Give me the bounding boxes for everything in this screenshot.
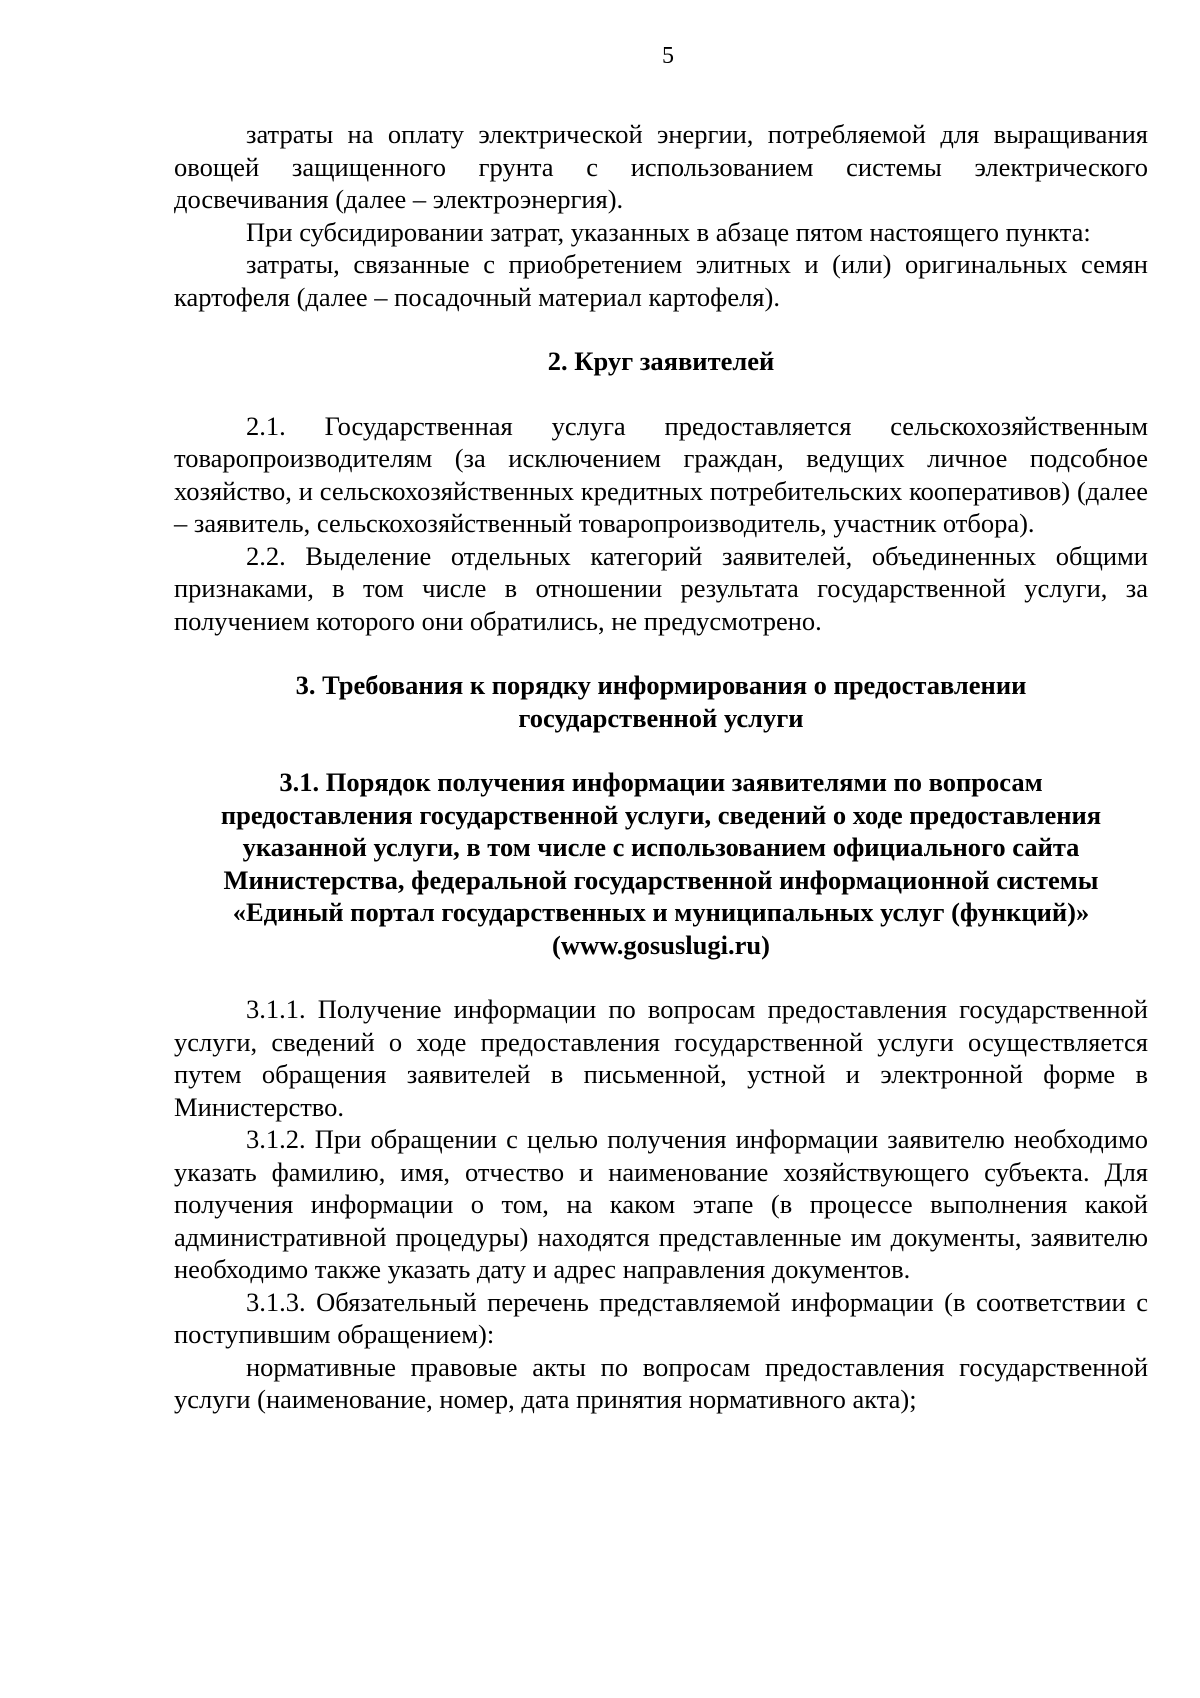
- paragraph-subsidy-condition: При субсидировании затрат, указанных в абзаце пятом настоящего пункта:: [246, 216, 1091, 247]
- section-3-1-heading-line: 3.1. Порядок получения информации заявителями по вопросам: [279, 767, 1043, 797]
- paragraph-electricity-costs: затраты на оплату электрической энергии, потребляемой для выращивания овощей защищенного грунта с использованием системы электрического досвечивания (далее – электроэнергия).: [174, 119, 1148, 214]
- section-3-1-heading-line: (www.gosuslugi.ru): [552, 929, 770, 960]
- section-2-heading: 2. Круг заявителей: [547, 346, 775, 376]
- section-3-heading-line: государственной услуги: [518, 702, 804, 733]
- section-3-heading: [174, 669, 1148, 734]
- section-3-1-heading-line: Министерства, федеральной государственной информационной системы: [223, 864, 1099, 895]
- section-3-heading-line: 3. Требования к порядку информирования о предоставлении: [295, 670, 1027, 700]
- document-page: [174, 40, 1148, 1416]
- paragraph-3-1-2: 3.1.2. При обращении с целью получения информации заявителю необходимо указать фамилию, имя, отчество и наименование хозяйствующего субъекта. Для получения информации о том, на каком этапе (в процессе выполнения какой административной процедуры) находятся представленные им документы, заявителю необходимо также указать дату и адрес направления документов.: [174, 1124, 1148, 1284]
- section-3-1-heading-line: предоставления государственной услуги, сведений о ходе предоставления: [220, 799, 1102, 830]
- page-number: 5: [662, 43, 674, 69]
- paragraph-2-2: 2.2. Выделение отдельных категорий заявителей, объединенных общими признаками, в том числе в отношении результата государственной услуги, за получением которого они обратились, не предусмотрено.: [174, 540, 1148, 636]
- paragraph-normative-acts: нормативные правовые акты по вопросам предоставления государственной услуги (наименование, номер, дата принятия нормативного акта);: [174, 1351, 1148, 1414]
- paragraph-3-1-3: 3.1.3. Обязательный перечень представляемой информации (в соответствии с поступившим обращением):: [174, 1286, 1148, 1349]
- section-3-1-heading-line: «Единый портал государственных и муниципальных услуг (функций)»: [232, 897, 1090, 927]
- paragraph-3-1-1: 3.1.1. Получение информации по вопросам предоставления государственной услуги, сведений о ходе предоставления государственной услуги осуществляется путем обращения заявителей в письменной, устной и электронной форме в Министерство.: [174, 994, 1148, 1122]
- section-3-1-heading-line: указанной услуги, в том числе с использованием официального сайта: [242, 832, 1080, 862]
- paragraph-2-1: 2.1. Государственная услуга предоставляется сельскохозяйственным товаропроизводителям (за исключением граждан, ведущих личное подсобное хозяйство, и сельскохозяйственных кредитных потребительских кооперативов) (далее – заявитель, сельскохозяйственный товаропроизводитель, участник отбора).: [174, 410, 1148, 538]
- section-3-1-heading: [174, 766, 1148, 961]
- paragraph-potato-seed-costs: затраты, связанные с приобретением элитных и (или) оригинальных семян картофеля (далее – посадочный материал картофеля).: [174, 249, 1148, 312]
